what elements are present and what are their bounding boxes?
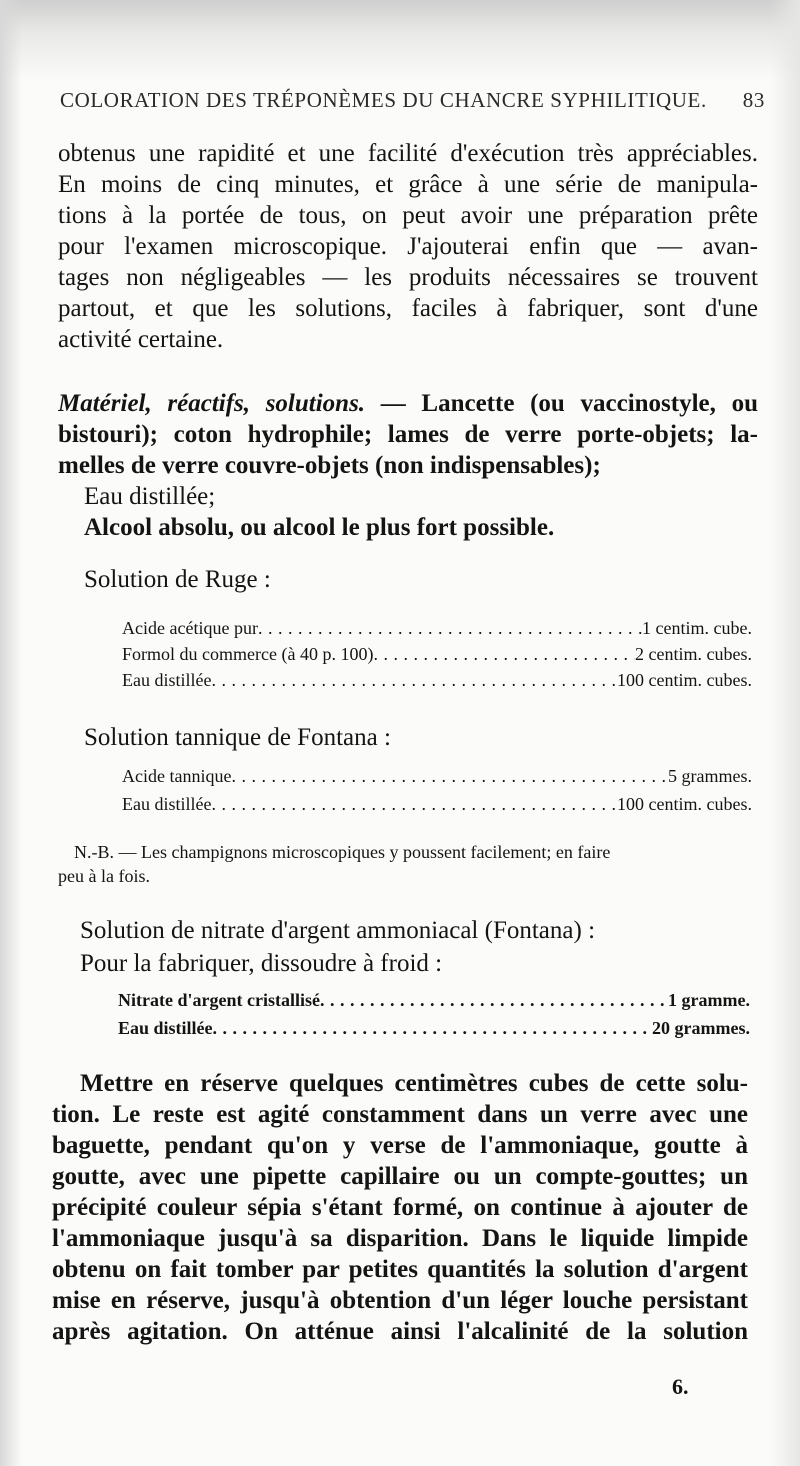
text-line: activité certaine. bbox=[58, 326, 224, 353]
materiel-line-1 bbox=[58, 388, 758, 419]
text-line: obtenus une rapidité et une facilité d'exécution très appréciables. bbox=[58, 140, 758, 167]
leader-dots bbox=[320, 990, 668, 1011]
materiel-line-1-rest: — Lancette (ou vaccinostyle, ou bbox=[365, 390, 758, 417]
nitrate-title: Solution de nitrate d'argent ammoniacal (Fontana) : bbox=[80, 917, 596, 944]
table-row bbox=[122, 670, 752, 696]
leader-dots bbox=[231, 766, 668, 787]
ingredient-qty: 20 grammes. bbox=[652, 1018, 750, 1038]
text-line: melles de verre couvre-objets (non indispensables); bbox=[58, 452, 601, 479]
ingredient-qty: 100 centim. cubes. bbox=[617, 794, 752, 814]
text-line: tion. Le reste est agité constamment dans un verre avec une bbox=[52, 1101, 748, 1128]
ruge-title: Solution de Ruge : bbox=[84, 566, 271, 593]
text-line: partout, et que les solutions, faciles à fabriquer, sont d'une bbox=[58, 295, 758, 322]
ingredient-label: Acide tannique bbox=[122, 766, 232, 786]
note-line: N.-B. — Les champignons microscopiques y poussent facilement; en faire bbox=[74, 842, 611, 862]
ingredient-label: Formol du commerce (à 40 p. 100) bbox=[122, 644, 374, 664]
text-line: baguette, pendant qu'on y verse de l'ammoniaque, goutte à bbox=[52, 1132, 748, 1159]
nitrate-table bbox=[118, 990, 750, 1046]
table-row bbox=[122, 794, 752, 822]
page-shadow-left bbox=[0, 0, 22, 1466]
ingredient-qty: 5 grammes. bbox=[668, 766, 752, 786]
leader-dots bbox=[211, 794, 617, 815]
leader-dots bbox=[258, 618, 642, 639]
leader-dots bbox=[213, 1018, 653, 1039]
text-line: tions à la portée de tous, on peut avoir une préparation prête bbox=[58, 202, 758, 229]
table-row bbox=[122, 618, 752, 644]
materiel-paragraph bbox=[58, 388, 758, 543]
text-line: obtenu on fait tomber par petites quantités la solution d'argent bbox=[52, 1256, 748, 1283]
text-line: En moins de cinq minutes, et grâce à une série de manipula- bbox=[58, 171, 758, 198]
fontana-tannique-title: Solution tannique de Fontana : bbox=[84, 724, 391, 751]
text-line: Mettre en réserve quelques centimètres cubes de cette solu- bbox=[80, 1070, 748, 1097]
ingredient-qty: 2 centim. cubes. bbox=[635, 644, 752, 664]
text-line: tages non négligeables — les produits nécessaires se trouvent bbox=[58, 264, 758, 291]
materiel-lead: Matériel, réactifs, solutions. bbox=[58, 390, 366, 417]
final-paragraph bbox=[52, 1068, 748, 1347]
page-shadow-top bbox=[0, 0, 800, 80]
ingredient-qty: 100 centim. cubes. bbox=[617, 670, 752, 690]
ingredient-qty: 1 gramme. bbox=[668, 990, 750, 1010]
ingredient-label: Eau distillée bbox=[122, 670, 212, 690]
nitrate-heading bbox=[80, 914, 760, 980]
text-line: goutte, avec une pipette capillaire ou un compte-gouttes; un bbox=[52, 1163, 748, 1190]
ingredient-label: Eau distillée bbox=[118, 1018, 213, 1038]
text-line: Eau distillée; bbox=[84, 483, 216, 510]
leader-dots bbox=[211, 670, 617, 691]
ruge-table bbox=[122, 618, 752, 696]
text-line: précipité couleur sépia s'étant formé, on continue à ajouter de bbox=[52, 1194, 748, 1221]
table-row bbox=[122, 644, 752, 670]
text-line: pour l'examen microscopique. J'ajouterai enfin que — avan- bbox=[58, 233, 758, 260]
text-line: l'ammoniaque jusqu'à sa disparition. Dans le liquide limpide bbox=[52, 1225, 748, 1252]
text-line: Alcool absolu, ou alcool le plus fort possible. bbox=[84, 514, 555, 541]
running-header bbox=[60, 88, 765, 113]
note-block bbox=[58, 840, 752, 888]
ingredient-label: Acide acétique pur bbox=[122, 618, 258, 638]
signature-mark: 6. bbox=[672, 1374, 689, 1399]
fontana-tannique-table bbox=[122, 766, 752, 822]
text-line: après agitation. On atténue ainsi l'alcalinité de la solution bbox=[52, 1318, 748, 1345]
page-number: 83 bbox=[742, 88, 765, 112]
text-line: bistouri); coton hydrophile; lames de verre porte-objets; la- bbox=[58, 421, 758, 448]
table-row bbox=[118, 990, 750, 1018]
running-title: COLORATION DES TRÉPONÈMES DU CHANCRE SYPHILITIQUE. bbox=[60, 88, 707, 112]
ingredient-qty: 1 centim. cube. bbox=[642, 618, 752, 638]
leader-dots bbox=[373, 644, 635, 665]
nitrate-subtitle: Pour la fabriquer, dissoudre à froid : bbox=[80, 950, 443, 977]
text-line: mise en réserve, jusqu'à obtention d'un léger louche persistant bbox=[52, 1287, 748, 1314]
table-row bbox=[122, 766, 752, 794]
table-row bbox=[118, 1018, 750, 1046]
note-line: peu à la fois. bbox=[58, 866, 150, 886]
ingredient-label: Eau distillée bbox=[122, 794, 212, 814]
intro-paragraph bbox=[58, 138, 758, 355]
ingredient-label: Nitrate d'argent cristallisé bbox=[118, 990, 320, 1010]
